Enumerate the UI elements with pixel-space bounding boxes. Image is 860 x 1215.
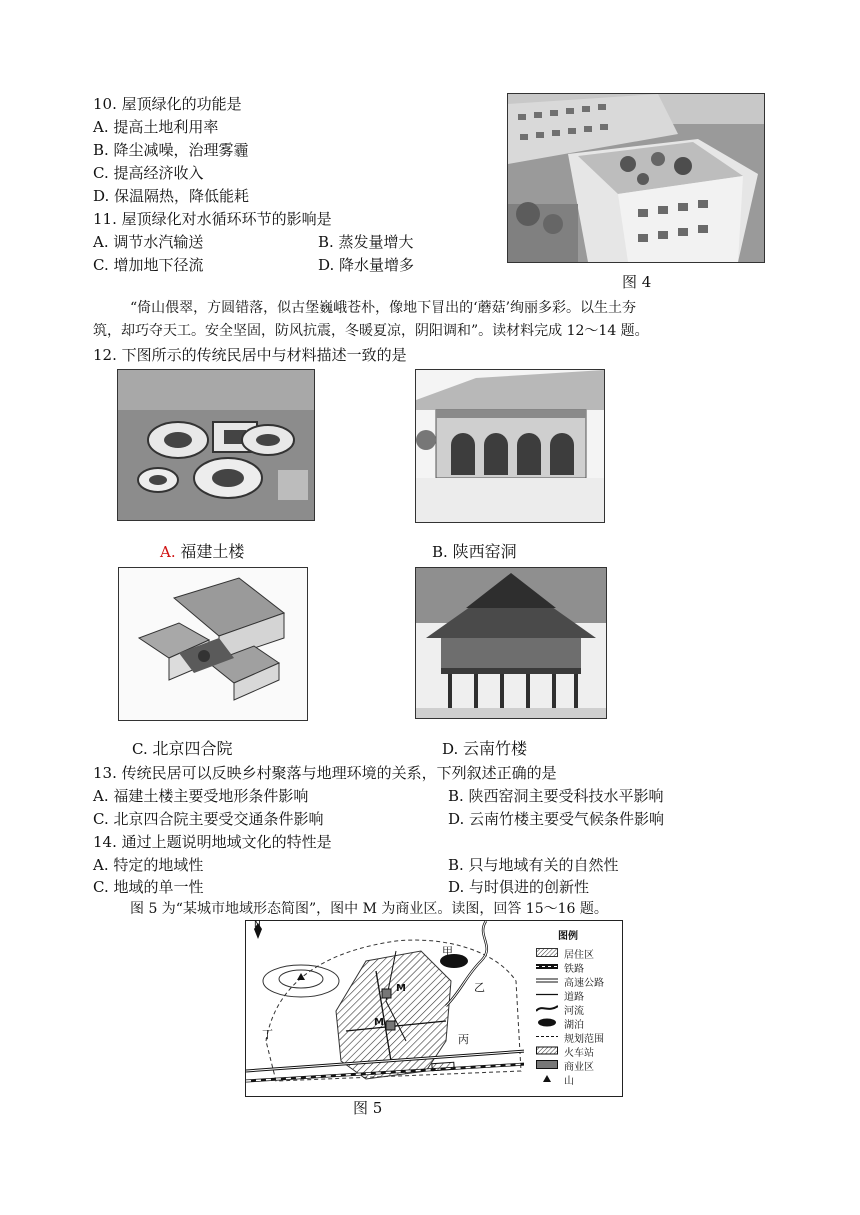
- legend-lake-icon: [536, 1018, 558, 1027]
- material-line-1: “倚山偎翠，方圆错落，似古堡巍峨苍朴，像地下冒出的‘蘑菇’绚丽多彩。以生土夯: [130, 300, 637, 316]
- q12-option-c-caption: [132, 739, 233, 759]
- photo-shaanxi-yaodong: [415, 369, 605, 523]
- q10-option-a: A. 提高土地利用率: [93, 118, 219, 136]
- legend-railway-icon: [536, 962, 558, 971]
- q14-option-b: B. 只与地域有关的自然性: [448, 856, 619, 874]
- q12-option-b-letter: B.: [432, 543, 448, 561]
- fig5-legend: [524, 920, 623, 1097]
- legend-commercial-icon: [536, 1060, 558, 1069]
- legend-railway: 铁路: [564, 964, 584, 975]
- legend-station: 火车站: [564, 1048, 594, 1059]
- q13-stem: 13. 传统民居可以反映乡村聚落与地理环境的关系，下列叙述正确的是: [93, 764, 557, 782]
- q11-stem: 11. 屋顶绿化对水循环环节的影响是: [93, 210, 332, 228]
- q12-option-b-name: 陕西窑洞: [452, 542, 517, 561]
- q12-option-d-name: 云南竹楼: [463, 739, 528, 758]
- photo-yunnan-zhulou: [415, 567, 607, 719]
- fig5-caption: 图 5: [353, 1099, 383, 1117]
- legend-station-icon: [536, 1046, 558, 1055]
- q12-option-a-letter: A.: [160, 543, 176, 561]
- q10-option-b: B. 降尘减噪，治理雾霾: [93, 141, 249, 159]
- legend-road-icon: [536, 990, 558, 999]
- photo-fujian-tulou: [117, 369, 315, 521]
- legend-lake: 湖泊: [564, 1020, 584, 1031]
- legend-river-icon: [536, 1004, 558, 1013]
- fig4-rooftop-photo: [507, 93, 765, 263]
- label-yi: 乙: [474, 981, 485, 994]
- q10-stem: 10. 屋顶绿化的功能是: [93, 95, 242, 113]
- q13-option-c: C. 北京四合院主要受交通条件影响: [93, 810, 324, 828]
- q13-option-b: B. 陕西窑洞主要受科技水平影响: [448, 787, 664, 805]
- photo-beijing-siheyuan: [118, 567, 308, 721]
- q12-option-c-name: 北京四合院: [152, 739, 233, 758]
- q12-option-d-letter: D.: [442, 740, 459, 758]
- fig4-caption: 图 4: [622, 273, 652, 291]
- q14-option-a: A. 特定的地域性: [93, 856, 204, 874]
- legend-title: 图例: [558, 931, 578, 942]
- legend-commercial: 商业区: [564, 1062, 594, 1073]
- q14-option-c: C. 地域的单一性: [93, 878, 204, 896]
- legend-residential: 居住区: [564, 950, 594, 961]
- q11-option-a: A. 调节水汽输送: [93, 233, 204, 251]
- legend-highway: 高速公路: [564, 978, 604, 989]
- q12-stem: 12. 下图所示的传统民居中与材料描述一致的是: [93, 346, 407, 364]
- legend-residential-icon: [536, 948, 558, 957]
- legend-mountain: 山: [564, 1076, 574, 1087]
- q11-option-b: B. 蒸发量增大: [318, 233, 414, 251]
- label-jia: 甲: [442, 945, 453, 958]
- q14-stem: 14. 通过上题说明地域文化的特性是: [93, 833, 332, 851]
- legend-road: 道路: [564, 992, 584, 1003]
- legend-mountain-icon: [536, 1074, 558, 1083]
- label-m-lower: M: [374, 1017, 384, 1028]
- label-m-upper: M: [396, 983, 406, 994]
- label-ding: 丁: [262, 1028, 273, 1041]
- q12-option-a-name: 福建土楼: [180, 542, 245, 561]
- q10-option-d: D. 保温隔热，降低能耗: [93, 187, 250, 205]
- label-bing: 丙: [458, 1033, 469, 1046]
- intro-15-16: 图 5 为“某城市地域形态简图”，图中 M 为商业区。读图，回答 15～16 题。: [130, 901, 608, 917]
- q12-option-b-caption: [432, 542, 517, 562]
- q10-option-c: C. 提高经济收入: [93, 164, 204, 182]
- material-line-2: 筑，却巧夺天工。安全坚固，防风抗震，冬暖夏凉，阴阳调和”。读材料完成 12～14 题。: [93, 323, 649, 339]
- q13-option-a: A. 福建土楼主要受地形条件影响: [93, 787, 309, 805]
- legend-river: 河流: [564, 1006, 584, 1017]
- legend-planning: 规划范围: [564, 1034, 604, 1045]
- q11-option-d: D. 降水量增多: [318, 256, 415, 274]
- legend-highway-icon: [536, 976, 558, 985]
- q12-option-c-letter: C.: [132, 740, 148, 758]
- q11-option-c: C. 增加地下径流: [93, 256, 204, 274]
- q13-option-d: D. 云南竹楼主要受气候条件影响: [448, 810, 665, 828]
- legend-planning-icon: [536, 1032, 558, 1041]
- q12-option-a-caption: [160, 542, 244, 562]
- q14-option-d: D. 与时俱进的创新性: [448, 878, 590, 896]
- q12-option-d-caption: [442, 739, 527, 759]
- north-label: N: [254, 920, 261, 930]
